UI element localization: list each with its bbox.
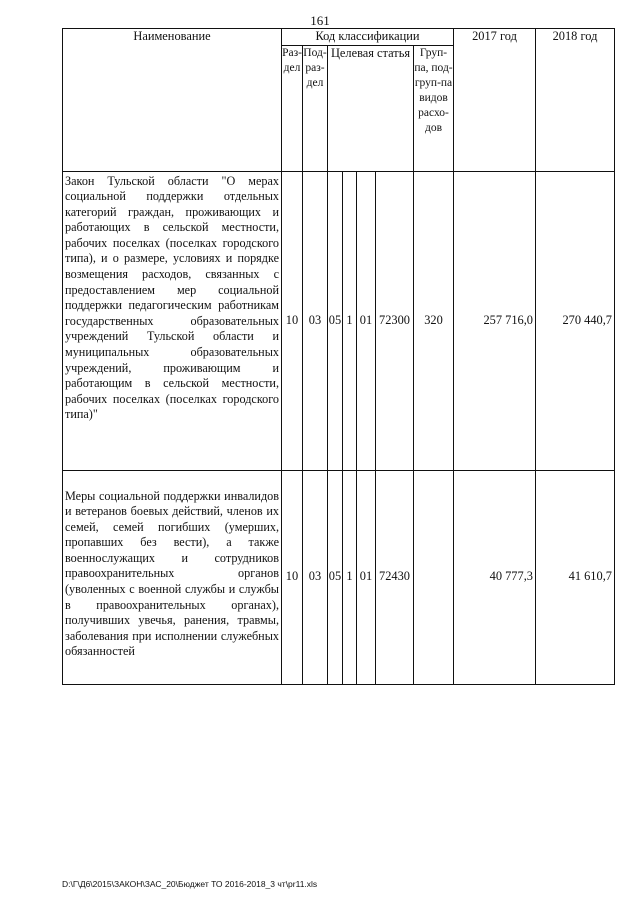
row-target-direction: 72300 bbox=[376, 171, 414, 470]
row-subsection: 03 bbox=[303, 171, 328, 470]
row-amount-2018: 270 440,7 bbox=[536, 171, 615, 470]
col-header-target-article: Целевая статья bbox=[328, 45, 414, 171]
row-name: Меры социальной поддержки инвалидов и ветеранов боевых действий, членов их семей, семей погибших (умерших, пропавших без вести), а также военнослужащих и сотрудников правоохранительных органов (уволенных с военной службы и службы в правоохранительных органах), получивших увечья, ранения, травмы, заболевания при исполнении служебных обязанностей bbox=[63, 470, 282, 684]
row-expense-group: 320 bbox=[414, 171, 454, 470]
col-header-classification-code: Код классификации bbox=[282, 29, 454, 46]
page-number: 161 bbox=[310, 13, 330, 28]
row-target-direction: 72430 bbox=[376, 470, 414, 684]
budget-table bbox=[62, 28, 615, 685]
row-amount-2017: 40 777,3 bbox=[454, 470, 536, 684]
row-expense-group bbox=[414, 470, 454, 684]
row-section: 10 bbox=[282, 171, 303, 470]
row-target-program: 05 bbox=[328, 470, 343, 684]
col-header-expense-group: Груп-па, под-груп-па видов расхо-дов bbox=[414, 45, 454, 171]
row-target-event: 01 bbox=[357, 171, 376, 470]
header-row-top bbox=[63, 29, 615, 46]
col-header-2018: 2018 год bbox=[536, 29, 615, 172]
row-section: 10 bbox=[282, 470, 303, 684]
table-row bbox=[63, 171, 615, 470]
col-header-name: Наименование bbox=[63, 29, 282, 172]
row-target-subprogram: 1 bbox=[343, 171, 357, 470]
row-target-subprogram: 1 bbox=[343, 470, 357, 684]
col-header-subsection: Под-раз-дел bbox=[303, 45, 328, 171]
row-subsection: 03 bbox=[303, 470, 328, 684]
row-target-event: 01 bbox=[357, 470, 376, 684]
row-target-program: 05 bbox=[328, 171, 343, 470]
row-name: Закон Тульской области "О мерах социальной поддержки отдельных категорий граждан, проживающих и работающих в сельской местности, рабочих поселках (поселках городского типа), и о размере, условиях и порядке возмещения расходов, связанных с предоставлением мер социальной поддержки педагогическим работникам государственных образовательных учреждений Тульской области и муниципальных образовательных учреждений, проживающим и работающим в сельской местности, рабочих поселках (поселках городского типа)" bbox=[63, 171, 282, 470]
col-header-section: Раз-дел bbox=[282, 45, 303, 171]
footer-file-path: D:\Г\Д6\2015\ЗАКОН\ЗАС_20\Бюджет ТО 2016-2018_3 чт\pr11.xls bbox=[62, 879, 318, 889]
col-header-2017: 2017 год bbox=[454, 29, 536, 172]
row-amount-2018: 41 610,7 bbox=[536, 470, 615, 684]
table-row bbox=[63, 470, 615, 684]
row-amount-2017: 257 716,0 bbox=[454, 171, 536, 470]
